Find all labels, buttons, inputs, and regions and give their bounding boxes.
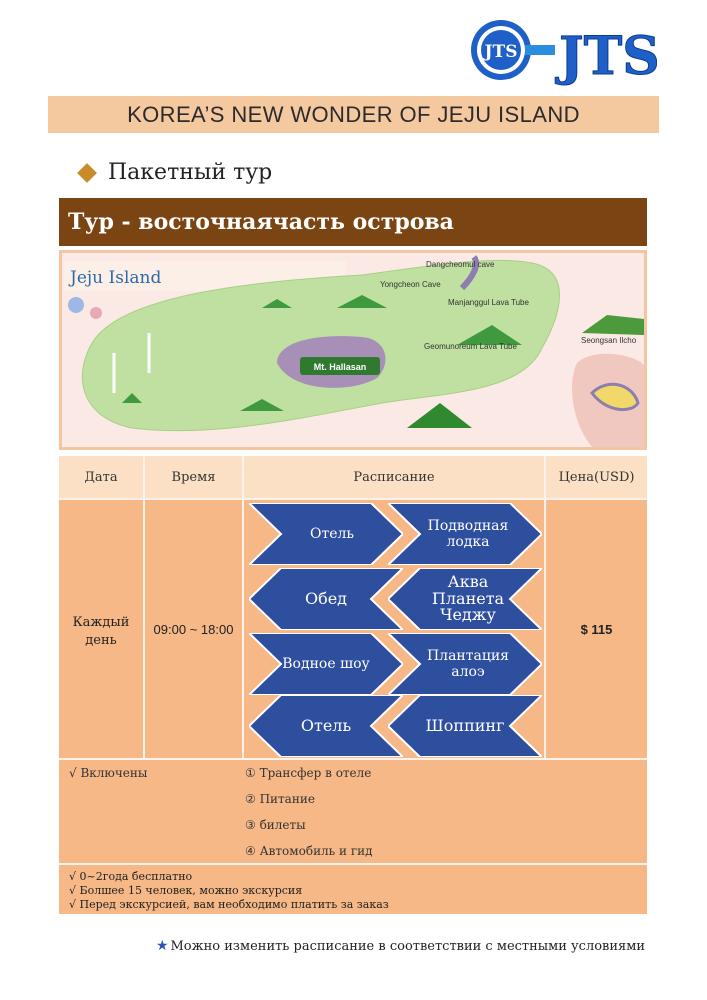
- jeju-map-illustration: [62, 253, 644, 447]
- jeju-map: [59, 250, 647, 450]
- diamond-bullet-icon: [77, 163, 97, 183]
- header-date: Дата: [59, 456, 143, 498]
- included-item: ④ Автомобиль и гид: [245, 844, 373, 858]
- divider: [242, 456, 244, 758]
- time-value: 09:00 ~ 18:00: [153, 622, 234, 637]
- header-banner: [48, 96, 659, 133]
- section-heading: [76, 160, 272, 185]
- divider: [59, 498, 647, 500]
- divider: [143, 456, 145, 758]
- included-item: ② Питание: [245, 792, 315, 806]
- label-hallasan: Mt. Hallasan: [313, 362, 367, 372]
- included-label: √ Включены: [69, 766, 148, 780]
- date-value: Каждый день: [72, 615, 130, 648]
- header-price: Цена(USD): [546, 456, 647, 498]
- label-seongsan: Seongsan Ilcho: [581, 336, 637, 345]
- section-title: Пакетный тур: [108, 160, 273, 185]
- footer-note: [156, 938, 645, 954]
- header-time: Время: [145, 456, 242, 498]
- schedule-step-5: Водное шоу: [249, 633, 403, 695]
- svg-text:JTS: JTS: [559, 26, 657, 87]
- label-geomunoreum: Geomunoreum Lava Tube: [424, 342, 517, 351]
- included-item: ① Трансфер в отеле: [245, 766, 372, 780]
- svg-text:JTS: JTS: [484, 42, 518, 62]
- schedule-step-8: Шоппинг: [388, 695, 542, 757]
- note-item: √ Перед экскурсией, вам необходимо платить за заказ: [69, 898, 389, 911]
- divider: [544, 456, 546, 758]
- price-value: $ 115: [580, 622, 613, 637]
- tour-title: Тур - восточнаячасть острова: [68, 209, 454, 235]
- divider: [59, 863, 647, 865]
- header-schedule: Расписание: [244, 456, 544, 498]
- map-label: Jeju Island: [70, 268, 162, 288]
- note-item: √ Болшее 15 человек, можно экскурсия: [69, 884, 303, 897]
- note-item: √ 0~2года бесплатно: [69, 870, 193, 883]
- schedule-step-6: Плантация алоэ: [388, 633, 542, 695]
- jts-logo: [467, 14, 657, 90]
- star-icon: ★: [155, 938, 169, 954]
- footer-text: Можно изменить расписание в соответствии с местными условиями: [170, 938, 645, 954]
- label-yongcheon: Yongcheon Cave: [380, 280, 441, 289]
- schedule-table: [59, 456, 647, 914]
- divider: [59, 758, 647, 760]
- label-manjanggul: Manjanggul Lava Tube: [448, 298, 529, 307]
- schedule-step-7: Отель: [249, 695, 403, 757]
- schedule-step-4: Аква Планета Чеджу: [388, 568, 542, 630]
- banner-title: KOREA’S NEW WONDER OF JEJU ISLAND: [127, 101, 580, 127]
- tour-title-bar: [59, 198, 647, 246]
- label-dangcheomul: Dangcheomul cave: [426, 260, 495, 269]
- schedule-step-2: Подводная лодка: [388, 503, 542, 565]
- schedule-step-1: Отель: [249, 503, 403, 565]
- included-item: ③ билеты: [245, 818, 306, 832]
- schedule-step-3: Обед: [249, 568, 403, 630]
